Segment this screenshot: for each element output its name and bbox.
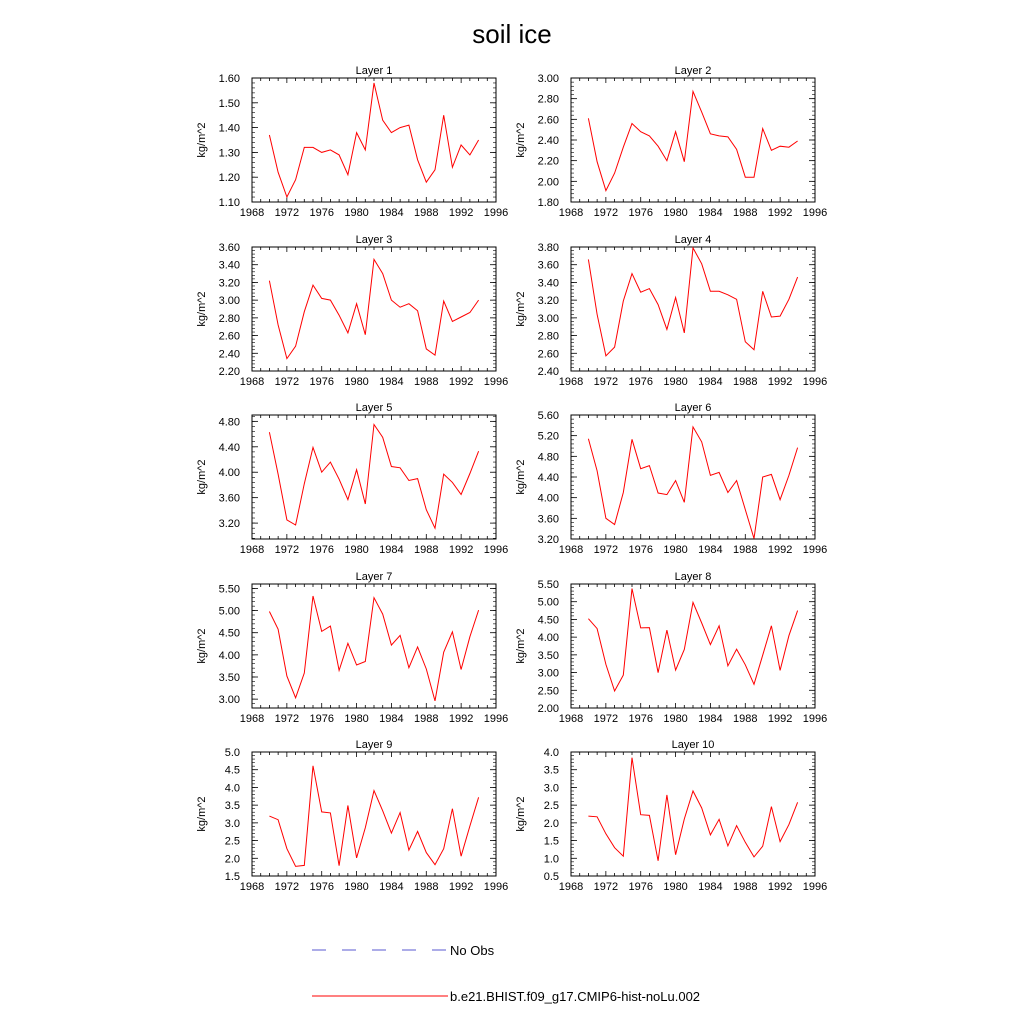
legend xyxy=(312,943,700,1004)
y-tick-label: 3.20 xyxy=(537,534,559,546)
y-axis-label: kg/m^2 xyxy=(196,459,208,495)
y-tick-label: 1.20 xyxy=(218,172,240,185)
series-line-model xyxy=(269,83,478,197)
x-tick-label: 1980 xyxy=(344,207,369,219)
x-tick-label: 1976 xyxy=(628,713,653,725)
panel-title: Layer 2 xyxy=(674,65,712,77)
x-tick-label: 1996 xyxy=(483,544,509,556)
x-tick-label: 1988 xyxy=(733,544,758,556)
x-tick-label: 1992 xyxy=(767,881,793,893)
chart-panel-layer-3 xyxy=(196,234,508,388)
y-tick-label: 2.40 xyxy=(537,135,559,147)
x-tick-label: 1996 xyxy=(802,376,828,388)
y-tick-label: 3.40 xyxy=(218,259,240,272)
plot-frame xyxy=(571,247,815,371)
y-tick-label: 4.40 xyxy=(537,472,559,484)
x-tick-label: 1984 xyxy=(379,544,404,556)
x-tick-label: 1980 xyxy=(344,544,369,556)
y-tick-label: 5.50 xyxy=(218,583,240,596)
y-tick-label: 3.20 xyxy=(218,518,240,531)
x-tick-label: 1980 xyxy=(344,376,369,388)
x-tick-label: 1972 xyxy=(593,207,619,219)
series-line-model xyxy=(269,766,478,867)
x-tick-label: 1988 xyxy=(733,713,758,725)
chart-panel-layer-8 xyxy=(515,571,827,725)
y-tick-label: 5.50 xyxy=(537,579,559,591)
x-tick-label: 1984 xyxy=(379,713,404,725)
y-tick-label: 2.80 xyxy=(537,93,559,106)
y-tick-label: 2.40 xyxy=(537,366,559,378)
y-tick-label: 3.60 xyxy=(537,513,559,526)
x-tick-label: 1976 xyxy=(309,713,334,725)
series-line-model xyxy=(588,427,797,539)
y-tick-label: 2.60 xyxy=(537,114,559,127)
y-tick-label: 4.00 xyxy=(218,649,240,662)
x-tick-label: 1984 xyxy=(698,207,723,219)
series-line-model xyxy=(588,248,797,356)
x-tick-label: 1972 xyxy=(274,881,300,893)
y-tick-label: 0.5 xyxy=(543,871,559,883)
x-tick-label: 1976 xyxy=(628,881,653,893)
y-tick-label: 3.00 xyxy=(537,73,559,85)
x-tick-label: 1996 xyxy=(483,713,509,725)
plot-frame xyxy=(571,78,815,202)
x-tick-label: 1968 xyxy=(558,544,584,556)
x-tick-label: 1988 xyxy=(733,207,758,219)
y-tick-label: 4.00 xyxy=(537,492,559,505)
y-tick-label: 1.0 xyxy=(543,853,559,866)
y-tick-label: 3.00 xyxy=(537,312,559,325)
y-tick-label: 2.5 xyxy=(543,800,559,813)
y-tick-label: 4.00 xyxy=(537,632,559,645)
y-tick-label: 1.30 xyxy=(218,147,240,160)
y-tick-label: 1.10 xyxy=(218,197,240,209)
y-axis-label: kg/m^2 xyxy=(515,796,527,832)
x-tick-label: 1996 xyxy=(483,207,509,219)
y-tick-label: 1.5 xyxy=(224,871,240,883)
y-tick-label: 2.5 xyxy=(224,835,240,848)
figure-title: soil ice xyxy=(472,19,552,49)
y-axis-label: kg/m^2 xyxy=(196,291,208,327)
y-tick-label: 1.5 xyxy=(543,835,559,848)
x-tick-label: 1992 xyxy=(448,713,474,725)
x-tick-label: 1972 xyxy=(274,544,300,556)
x-tick-label: 1976 xyxy=(309,207,334,219)
y-tick-label: 2.60 xyxy=(537,348,559,361)
x-tick-label: 1988 xyxy=(414,376,439,388)
x-tick-label: 1992 xyxy=(448,207,474,219)
y-tick-label: 1.80 xyxy=(537,197,559,209)
x-tick-label: 1980 xyxy=(663,207,688,219)
chart-panel-layer-6 xyxy=(515,402,827,556)
y-tick-label: 3.00 xyxy=(537,667,559,680)
chart-panel-layer-7 xyxy=(196,571,508,725)
x-tick-label: 1968 xyxy=(558,376,584,388)
x-tick-label: 1976 xyxy=(628,544,653,556)
x-tick-label: 1984 xyxy=(698,881,723,893)
plot-frame xyxy=(252,584,496,708)
chart-panel-layer-10 xyxy=(515,739,827,893)
panel-title: Layer 4 xyxy=(674,234,712,246)
y-tick-label: 1.60 xyxy=(218,73,240,85)
y-tick-label: 1.50 xyxy=(218,97,240,110)
x-tick-label: 1992 xyxy=(448,544,474,556)
x-tick-label: 1996 xyxy=(802,544,828,556)
y-tick-label: 3.60 xyxy=(218,242,240,254)
x-tick-label: 1984 xyxy=(698,376,723,388)
x-tick-label: 1976 xyxy=(628,207,653,219)
x-tick-label: 1980 xyxy=(663,376,688,388)
chart-panel-layer-5 xyxy=(196,402,508,556)
y-tick-label: 3.5 xyxy=(543,764,559,777)
x-tick-label: 1980 xyxy=(344,881,369,893)
x-tick-label: 1968 xyxy=(239,544,265,556)
y-tick-label: 4.5 xyxy=(224,764,240,777)
chart-panel-layer-9 xyxy=(196,739,508,893)
x-tick-label: 1988 xyxy=(414,713,439,725)
y-tick-label: 4.50 xyxy=(537,614,559,627)
x-tick-label: 1992 xyxy=(448,881,474,893)
y-tick-label: 3.20 xyxy=(537,295,559,308)
y-tick-label: 5.00 xyxy=(218,605,240,618)
x-tick-label: 1988 xyxy=(733,881,758,893)
x-tick-label: 1996 xyxy=(802,713,828,725)
x-tick-label: 1968 xyxy=(239,881,265,893)
x-tick-label: 1996 xyxy=(802,207,828,219)
y-tick-label: 3.0 xyxy=(224,817,240,830)
series-line-model xyxy=(269,259,478,358)
x-tick-label: 1984 xyxy=(698,544,723,556)
y-tick-label: 3.20 xyxy=(218,277,240,290)
y-tick-label: 3.5 xyxy=(224,800,240,813)
y-axis-label: kg/m^2 xyxy=(515,291,527,327)
plot-frame xyxy=(252,752,496,876)
y-tick-label: 4.80 xyxy=(218,416,240,429)
panel-title: Layer 1 xyxy=(355,65,393,77)
y-tick-label: 3.60 xyxy=(218,492,240,505)
chart-panel-layer-2 xyxy=(515,65,827,219)
chart-panel-layer-1 xyxy=(196,65,508,219)
y-tick-label: 4.80 xyxy=(537,451,559,464)
y-axis-label: kg/m^2 xyxy=(515,459,527,495)
y-tick-label: 2.20 xyxy=(537,155,559,168)
y-tick-label: 2.60 xyxy=(218,330,240,343)
x-tick-label: 1988 xyxy=(414,207,439,219)
x-tick-label: 1996 xyxy=(483,376,509,388)
y-tick-label: 3.50 xyxy=(218,672,240,684)
y-tick-label: 5.0 xyxy=(224,747,240,759)
y-tick-label: 3.0 xyxy=(543,782,559,795)
x-tick-label: 1968 xyxy=(558,713,584,725)
y-tick-label: 1.40 xyxy=(218,122,240,135)
x-tick-label: 1976 xyxy=(309,544,334,556)
x-tick-label: 1968 xyxy=(239,376,265,388)
chart-panel-layer-4 xyxy=(515,234,827,388)
y-tick-label: 3.00 xyxy=(218,295,240,308)
y-tick-label: 2.0 xyxy=(224,853,240,866)
x-tick-label: 1996 xyxy=(802,881,828,893)
x-tick-label: 1984 xyxy=(698,713,723,725)
y-tick-label: 2.00 xyxy=(537,703,559,715)
x-tick-label: 1992 xyxy=(767,713,793,725)
x-tick-label: 1992 xyxy=(767,376,793,388)
series-line-model xyxy=(588,589,797,691)
x-tick-label: 1984 xyxy=(379,207,404,219)
panel-title: Layer 10 xyxy=(671,739,715,751)
y-tick-label: 2.80 xyxy=(218,312,240,325)
y-tick-label: 4.0 xyxy=(224,782,240,795)
y-axis-label: kg/m^2 xyxy=(196,628,208,664)
y-tick-label: 3.60 xyxy=(537,259,559,272)
x-tick-label: 1968 xyxy=(239,713,265,725)
x-tick-label: 1992 xyxy=(767,544,793,556)
chart-panels xyxy=(196,65,827,893)
x-tick-label: 1980 xyxy=(663,544,688,556)
panel-title: Layer 8 xyxy=(674,571,712,583)
x-tick-label: 1988 xyxy=(414,881,439,893)
plot-frame xyxy=(252,247,496,371)
x-tick-label: 1996 xyxy=(483,881,509,893)
y-tick-label: 2.50 xyxy=(537,685,559,698)
y-tick-label: 2.00 xyxy=(537,176,559,189)
x-tick-label: 1972 xyxy=(593,881,619,893)
y-axis-label: kg/m^2 xyxy=(515,628,527,664)
x-tick-label: 1968 xyxy=(558,881,584,893)
y-tick-label: 5.20 xyxy=(537,430,559,443)
y-axis-label: kg/m^2 xyxy=(515,122,527,158)
y-tick-label: 3.40 xyxy=(537,277,559,290)
x-tick-label: 1988 xyxy=(414,544,439,556)
y-tick-label: 5.00 xyxy=(537,596,559,609)
panel-title: Layer 5 xyxy=(355,402,393,414)
x-tick-label: 1972 xyxy=(593,544,619,556)
x-tick-label: 1968 xyxy=(239,207,265,219)
x-tick-label: 1984 xyxy=(379,376,404,388)
y-axis-label: kg/m^2 xyxy=(196,796,208,832)
x-tick-label: 1972 xyxy=(593,376,619,388)
legend-model-label: b.e21.BHIST.f09_g17.CMIP6-hist-noLu.002 xyxy=(450,989,701,1004)
x-tick-label: 1972 xyxy=(274,376,300,388)
y-tick-label: 2.40 xyxy=(218,348,240,361)
y-tick-label: 3.00 xyxy=(218,694,240,707)
x-tick-label: 1980 xyxy=(663,713,688,725)
x-tick-label: 1988 xyxy=(733,376,758,388)
series-line-model xyxy=(269,596,478,701)
y-tick-label: 4.00 xyxy=(218,467,240,480)
y-tick-label: 3.50 xyxy=(537,649,559,662)
panel-title: Layer 3 xyxy=(355,234,393,246)
y-tick-label: 4.50 xyxy=(218,627,240,640)
plot-frame xyxy=(571,415,815,539)
x-tick-label: 1972 xyxy=(274,207,300,219)
x-tick-label: 1972 xyxy=(593,713,619,725)
plot-frame xyxy=(252,78,496,202)
y-tick-label: 2.80 xyxy=(537,330,559,343)
x-tick-label: 1980 xyxy=(663,881,688,893)
y-tick-label: 2.0 xyxy=(543,817,559,830)
x-tick-label: 1992 xyxy=(767,207,793,219)
series-line-model xyxy=(588,758,797,861)
x-tick-label: 1992 xyxy=(448,376,474,388)
panel-title: Layer 9 xyxy=(355,739,393,751)
x-tick-label: 1976 xyxy=(309,881,334,893)
y-tick-label: 5.60 xyxy=(537,410,559,422)
plot-frame xyxy=(571,752,815,876)
x-tick-label: 1980 xyxy=(344,713,369,725)
x-tick-label: 1968 xyxy=(558,207,584,219)
panel-title: Layer 7 xyxy=(355,571,393,583)
series-line-model xyxy=(269,425,478,529)
legend-obs-label: No Obs xyxy=(450,943,495,958)
y-tick-label: 3.80 xyxy=(537,242,559,254)
x-tick-label: 1976 xyxy=(628,376,653,388)
y-axis-label: kg/m^2 xyxy=(196,122,208,158)
series-line-model xyxy=(588,91,797,190)
x-tick-label: 1972 xyxy=(274,713,300,725)
panel-title: Layer 6 xyxy=(674,402,712,414)
y-tick-label: 4.0 xyxy=(543,747,559,759)
y-tick-label: 4.40 xyxy=(218,441,240,454)
x-tick-label: 1984 xyxy=(379,881,404,893)
x-tick-label: 1976 xyxy=(309,376,334,388)
y-tick-label: 2.20 xyxy=(218,366,240,378)
